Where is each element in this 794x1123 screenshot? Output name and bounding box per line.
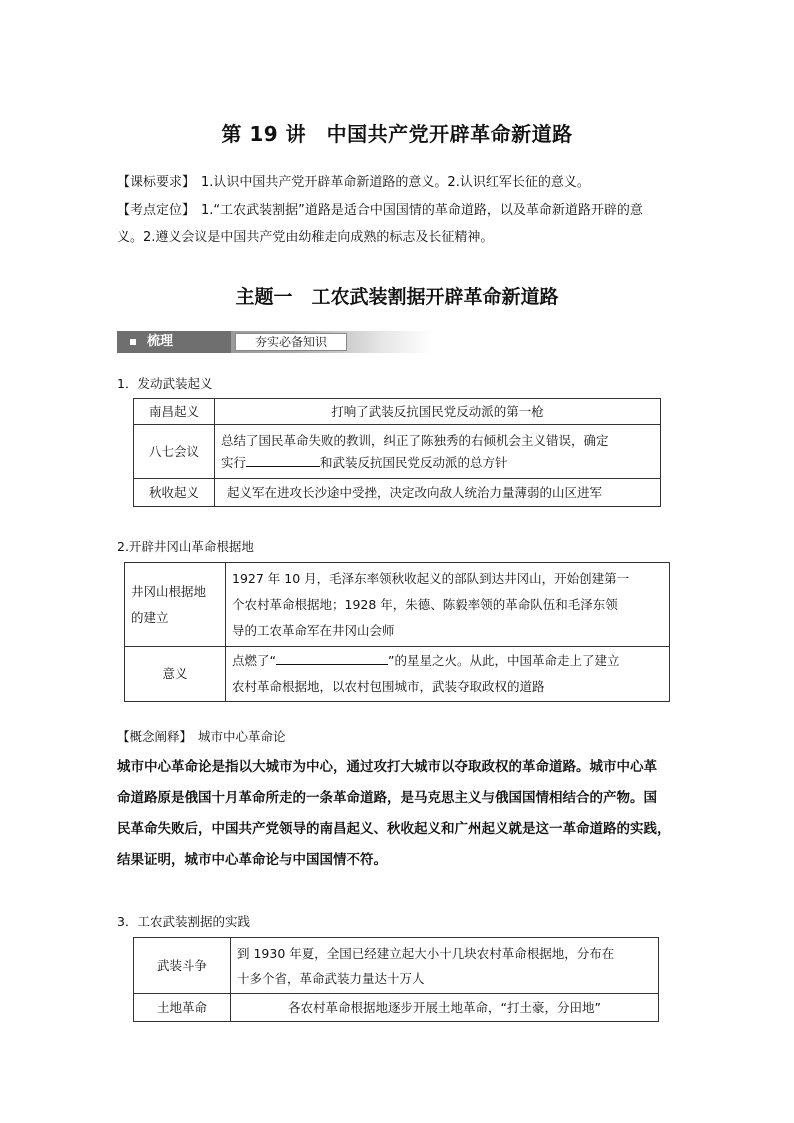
row-text: 各农村革命根据地逐步开展土地革命，“打土豪，分田地” [231, 994, 659, 1022]
paragraph-line: 命道路原是俄国十月革命所走的一条革命道路，是马克思主义与俄国国情相结合的产物。国 [117, 790, 657, 806]
concept-title: 城市中心革命论 [198, 729, 286, 744]
curriculum-text: 1.认识中国共产党开辟革命新道路的意义。2.认识红军长征的意义。 [201, 175, 590, 190]
table-row [134, 938, 659, 994]
exam-focus [117, 198, 717, 223]
section3-heading: 3．工农武装割据的实践 [117, 914, 250, 929]
banner-label-box [117, 331, 231, 353]
row-text [231, 938, 659, 994]
text-fragment: ”的星星之火。从此，中国革命走上了建立 [387, 653, 620, 668]
uprising-table [133, 398, 661, 507]
row-text-line [232, 648, 663, 674]
text-fragment: 实行 [221, 454, 247, 470]
exam-focus-tag: 【考点定位】 [117, 203, 196, 218]
fill-blank [276, 650, 388, 665]
exam-focus-line1: 1.“工农武装割据”道路是适合中国国情的革命道路，以及革命新道路开辟的意 [201, 203, 643, 218]
row-text: 起义军在进攻长沙途中受挫，决定改向敌人统治力量薄弱的山区进军 [215, 479, 661, 507]
curriculum-tag: 【课标要求】 [117, 175, 196, 190]
row-text-line [221, 452, 654, 474]
concept-tag: 【概念阐释】 [117, 729, 193, 744]
banner-tag: 夯实必备知识 [235, 333, 347, 351]
row-name-line: 井冈山根据地 [131, 583, 207, 599]
banner-label: 梳理 [147, 334, 174, 349]
row-text-line: 个农村革命根据地；1928 年，朱德、陈毅率领的革命队伍和毛泽东领 [232, 596, 618, 612]
text-fragment: 点燃了“ [232, 653, 276, 668]
section2-heading: 2.开辟井冈山革命根据地 [117, 539, 254, 554]
table-row [125, 563, 670, 647]
concept-paragraph [117, 752, 687, 876]
exam-focus-line2: 义。2.遵义会议是中国共产党由幼稚走向成熟的标志及长征精神。 [117, 230, 494, 245]
jinggangshan-table [124, 562, 670, 702]
square-bullet-icon [130, 339, 136, 345]
row-text-line: 总结了国民革命失败的教训，纠正了陈独秀的右倾机会主义错误，确定 [221, 432, 609, 448]
fill-blank [246, 452, 320, 467]
row-text-line: 到 1930 年夏，全国已经建立起大小十几块农村革命根据地，分布在 [237, 945, 615, 961]
table-row [134, 425, 661, 479]
paragraph-line: 民革命失败后，中国共产党领导的南昌起义、秋收起义和广州起义就是这一革命道路的实践， [117, 821, 671, 837]
table-row [134, 399, 661, 425]
section-banner [117, 331, 433, 353]
row-text-line: 导的工农革命军在井冈山会师 [232, 622, 395, 638]
paragraph-line: 结果证明，城市中心革命论与中国国情不符。 [117, 852, 387, 868]
row-name-line: 的建立 [131, 609, 169, 625]
row-name [125, 563, 226, 647]
row-text [215, 425, 661, 479]
curriculum-requirement [117, 170, 717, 195]
table-row [125, 647, 670, 702]
row-text: 打响了武装反抗国民党反动派的第一枪 [215, 399, 661, 425]
concept-header [117, 727, 286, 745]
topic-heading: 主题一 工农武装割据开辟革命新道路 [235, 286, 559, 308]
text-fragment: 和武装反抗国民党反动派的总方针 [320, 454, 508, 470]
paragraph-line: 城市中心革命论是指以大城市为中心，通过攻打大城市以夺取政权的革命道路。城市中心革 [117, 759, 657, 775]
row-text-line: 1927 年 10 月，毛泽东率领秋收起义的部队到达井冈山，开始创建第一 [232, 570, 630, 586]
row-text [226, 647, 670, 702]
row-name: 意义 [125, 647, 226, 702]
table-row [134, 479, 661, 507]
row-name: 秋收起义 [134, 479, 215, 507]
row-name: 武装斗争 [134, 938, 231, 994]
row-name: 八七会议 [134, 425, 215, 479]
row-name: 土地革命 [134, 994, 231, 1022]
row-text-line: 十多个省，革命武装力量达十万人 [237, 970, 425, 986]
table-row [134, 994, 659, 1022]
lesson-title: 第 19 讲 中国共产党开辟革命新道路 [221, 122, 573, 146]
row-name: 南昌起义 [134, 399, 215, 425]
section1-heading: 1．发动武装起义 [117, 376, 213, 391]
row-text-line: 农村革命根据地，以农村包围城市，武装夺取政权的道路 [232, 679, 545, 694]
row-text [226, 563, 670, 647]
practice-table [133, 937, 659, 1022]
